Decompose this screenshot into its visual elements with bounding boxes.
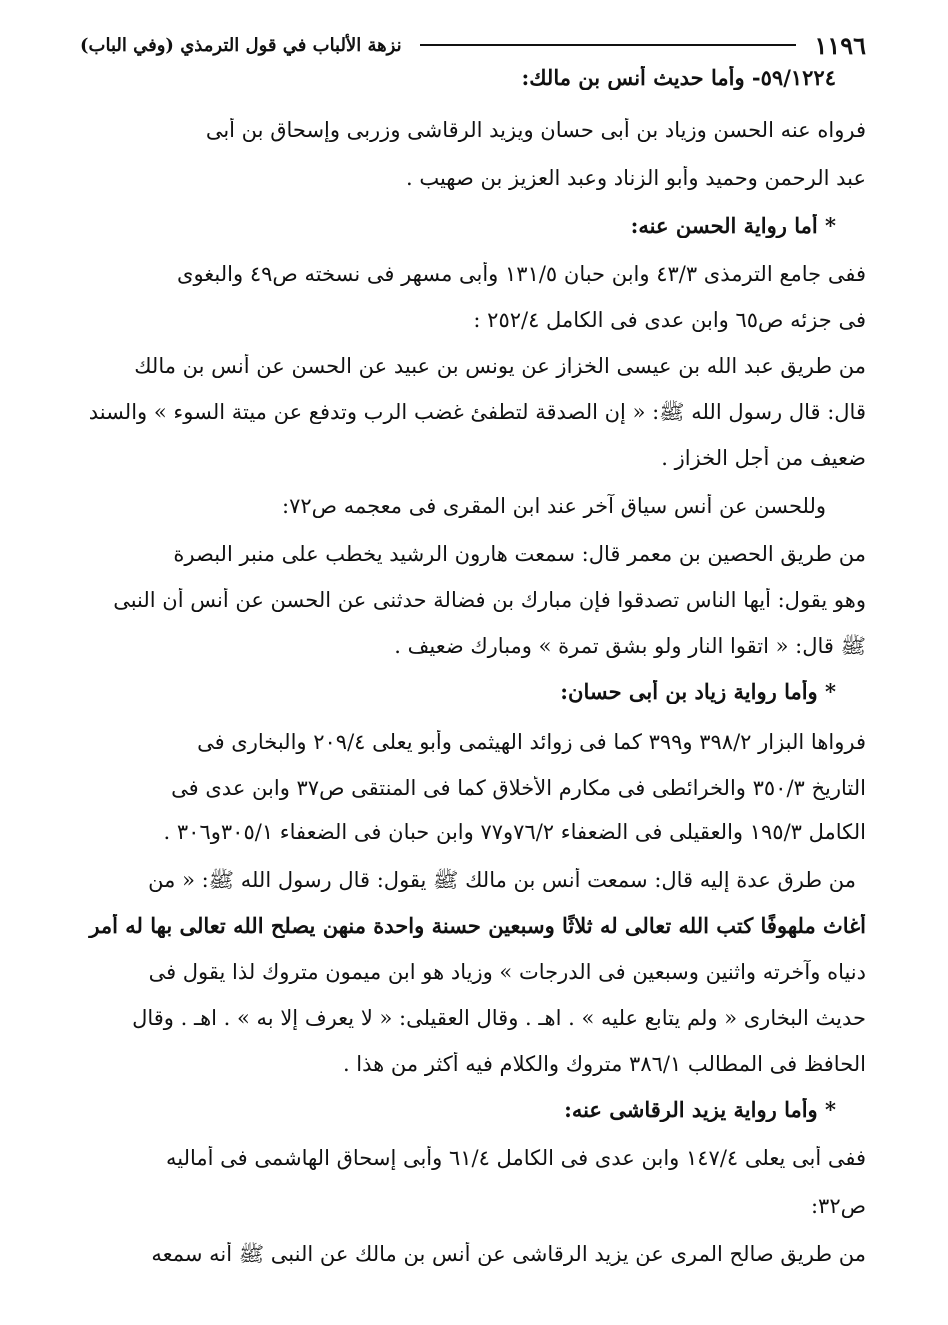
body-text-line: فى جزئه ص٦٥ وابن عدى فى الكامل ٢٥٢/٤ : (473, 308, 866, 332)
body-text-line: فرواه عنه الحسن وزياد بن أبى حسان ويزيد الرقاشى وزربى وإسحاق بن أبى (205, 118, 866, 142)
running-header (80, 28, 866, 62)
body-text-line: من طريق صالح المرى عن يزيد الرقاشى عن أنس بن مالك عن النبى ﷺ أنه سمعه (151, 1242, 866, 1266)
body-text-line: الحافظ فى المطالب ٣٨٦/١ متروك والكلام فيه أكثر من هذا . (342, 1052, 866, 1076)
page-number: ١١٩٦ (814, 30, 866, 60)
body-text-line: عبد الرحمن وحميد وأبو الزناد وعبد العزيز بن صهيب . (406, 166, 866, 190)
body-text-line: وللحسن عن أنس سياق آخر عند ابن المقرى فى معجمه ص٧٢: (282, 494, 826, 518)
section-heading: * وأما رواية يزيد الرقاشى عنه: (564, 1098, 836, 1122)
body-text-line: ص٣٢: (810, 1194, 866, 1218)
section-heading: ٥٩/١٢٢٤- وأما حديث أنس بن مالك: (521, 66, 836, 90)
body-text-line: وهو يقول: أيها الناس تصدقوا فإن مبارك بن فضالة حدثنى عن الحسن عن أنس أن النبى (113, 588, 866, 612)
body-text-line: قال: قال رسول الله ﷺ: « إن الصدقة لتطفئ غضب الرب وتدفع عن ميتة السوء » والسند (88, 400, 866, 424)
body-text-line: من طرق عدة إليه قال: سمعت أنس بن مالك ﷺ يقول: قال رسول الله ﷺ: « من (148, 868, 856, 892)
section-heading: * وأما رواية زياد بن أبى حسان: (560, 680, 836, 704)
body-text-line: التاريخ ٣٥٠/٣ والخرائطى فى مكارم الأخلاق كما فى المنتقى ص٣٧ وابن عدى فى (171, 776, 866, 800)
body-text-line: من طريق الحصين بن معمر قال: سمعت هارون الرشيد يخطب على منبر البصرة (173, 542, 866, 566)
body-text-line: ﷺ قال: « اتقوا النار ولو بشق تمرة » ومبارك ضعيف . (394, 634, 866, 658)
body-text-line: الكامل ١٩٥/٣ والعقيلى فى الضعفاء ٧٦/٢و٧٧ وابن حبان فى الضعفاء ٣٠٥/١و٣٠٦ . (163, 820, 866, 844)
running-title: نزهة الألباب في قول الترمذي (وفي الباب) (80, 34, 402, 56)
body-text-line: أغاث ملهوفًا كتب الله تعالى له ثلاثًا وسبعين حسنة واحدة منهن يصلح الله تعالى بها له أمر (89, 914, 866, 938)
body-text-line: دنياه وآخرته واثنين وسبعين فى الدرجات » وزياد هو ابن ميمون متروك لذا يقول فى (148, 960, 866, 984)
body-text-line: حديث البخارى « ولم يتابع عليه » . اهـ . وقال العقيلى: « لا يعرف إلا به » . اهـ . وقال (132, 1006, 866, 1030)
body-text-line: ففى أبى يعلى ١٤٧/٤ وابن عدى فى الكامل ٦١/٤ وأبى إسحاق الهاشمى فى أماليه (166, 1146, 866, 1170)
body-text-line: ففى جامع الترمذى ٤٣/٣ وابن حبان ١٣١/٥ وأبى مسهر فى نسخته ص٤٩ والبغوى (177, 262, 866, 286)
body-text-line: فرواها البزار ٣٩٨/٢ و٣٩٩ كما فى زوائد الهيثمى وأبو يعلى ٢٠٩/٤ والبخارى فى (197, 730, 866, 754)
body-text-line: من طريق عبد الله بن عيسى الخزاز عن يونس بن عبيد عن الحسن عن أنس بن مالك (134, 354, 866, 378)
section-heading: * أما رواية الحسن عنه: (630, 214, 836, 238)
header-rule (420, 44, 797, 46)
body-text-line: ضعيف من أجل الخزاز . (661, 446, 866, 470)
